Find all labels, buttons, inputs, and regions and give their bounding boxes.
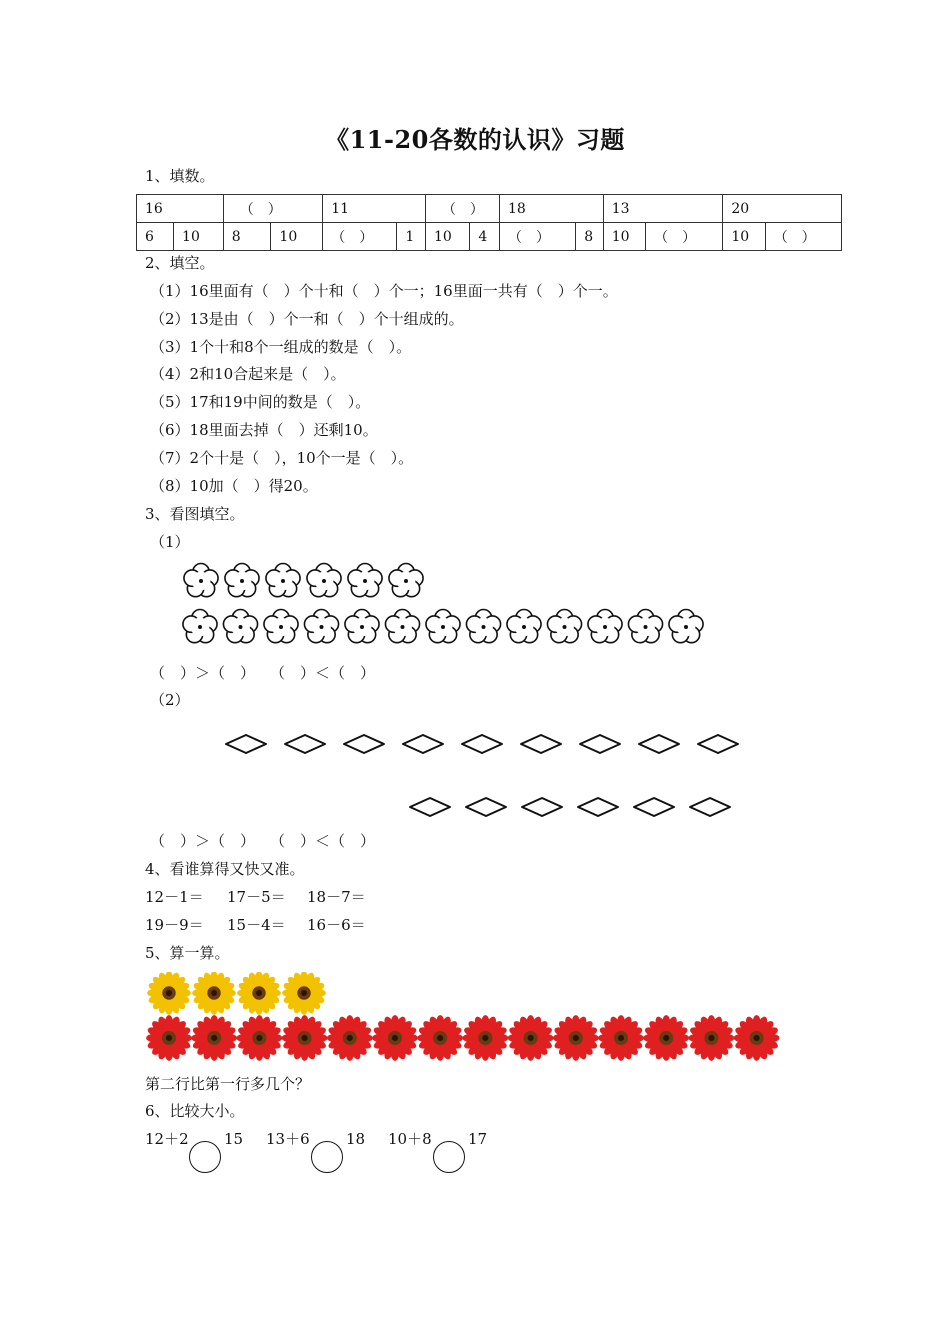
sunflower-icon bbox=[372, 1015, 418, 1061]
calc-expression: 16－6＝ bbox=[307, 916, 366, 934]
blank-cell[interactable]: （ ） bbox=[425, 195, 499, 223]
outline-flower-icon bbox=[307, 563, 341, 596]
q3-part2-label: （2） bbox=[150, 691, 190, 709]
compare-left: 10＋8 bbox=[388, 1130, 432, 1148]
q6-heading: 6、比较大小。 bbox=[145, 1102, 245, 1120]
outline-flower-icon bbox=[304, 609, 338, 642]
diamond-icon bbox=[698, 735, 738, 753]
blank-cell[interactable]: （ ） bbox=[223, 195, 322, 223]
color-flowers-figure bbox=[145, 972, 780, 1064]
q5-heading: 5、算一算。 bbox=[145, 944, 230, 962]
sunflower-icon bbox=[734, 1015, 780, 1061]
q4-heading: 4、看谁算得又快又准。 bbox=[145, 860, 305, 878]
q3-part1-compare: （ ）＞（ ） （ ）＜（ ） bbox=[150, 664, 376, 682]
outline-flower-icon bbox=[184, 563, 218, 596]
blank-cell[interactable]: （ ） bbox=[646, 223, 723, 251]
diamonds-figure bbox=[215, 722, 745, 827]
diamond-icon bbox=[580, 735, 620, 753]
diamond-icon bbox=[344, 735, 384, 753]
outline-flower-icon bbox=[266, 563, 300, 596]
outline-flower-icon bbox=[466, 609, 500, 642]
fill-blank-item: （1）16里面有（ ）个十和（ ）个一；16里面一共有（ ）个一。 bbox=[150, 282, 618, 300]
compare-circle[interactable] bbox=[433, 1141, 465, 1173]
table-cell: 4 bbox=[470, 223, 500, 251]
sunflower-icon bbox=[146, 1015, 192, 1061]
sunflower-icon bbox=[147, 972, 191, 1015]
sunflower-icon bbox=[463, 1015, 509, 1061]
calc-expression: 15－4＝ bbox=[227, 916, 286, 934]
calc-expression: 17－5＝ bbox=[227, 888, 286, 906]
outline-flower-icon bbox=[348, 563, 382, 596]
sunflower-icon bbox=[508, 1015, 554, 1061]
fill-blank-item: （5）17和19中间的数是（ ）。 bbox=[150, 393, 371, 411]
sunflower-icon bbox=[553, 1015, 599, 1061]
diamond-icon bbox=[285, 735, 325, 753]
table-cell: 11 bbox=[323, 195, 426, 223]
compare-circle[interactable] bbox=[311, 1141, 343, 1173]
compare-right: 17 bbox=[468, 1130, 488, 1148]
diamond-icon bbox=[634, 798, 674, 816]
sunflower-icon bbox=[237, 1015, 283, 1061]
table-cell: 10 bbox=[174, 223, 224, 251]
sunflower-icon bbox=[417, 1015, 463, 1061]
blank-cell[interactable]: （ ） bbox=[765, 223, 841, 251]
fill-blank-item: （6）18里面去掉（ ）还剩10。 bbox=[150, 421, 378, 439]
outline-flower-icon bbox=[426, 609, 460, 642]
sunflower-icon bbox=[598, 1015, 644, 1061]
fill-blank-item: （3）1个十和8个一组成的数是（ ）。 bbox=[150, 338, 412, 356]
table-cell: 16 bbox=[137, 195, 224, 223]
table-cell: 10 bbox=[603, 223, 645, 251]
q3-heading: 3、看图填空。 bbox=[145, 505, 245, 523]
q3-part2-compare: （ ）＞（ ） （ ）＜（ ） bbox=[150, 832, 376, 850]
blank-cell[interactable]: （ ） bbox=[323, 223, 397, 251]
compare-left: 12＋2 bbox=[145, 1130, 189, 1148]
sunflower-icon bbox=[282, 1015, 328, 1061]
table-cell: 10 bbox=[723, 223, 765, 251]
calc-expression: 19－9＝ bbox=[145, 916, 204, 934]
outline-flower-icon bbox=[183, 609, 217, 642]
table-cell: 8 bbox=[576, 223, 604, 251]
blank-cell[interactable]: （ ） bbox=[500, 223, 576, 251]
sunflower-icon bbox=[643, 1015, 689, 1061]
outline-flower-icon bbox=[507, 609, 541, 642]
outline-flower-icon bbox=[628, 609, 662, 642]
diamond-icon bbox=[639, 735, 679, 753]
table-cell: 18 bbox=[500, 195, 604, 223]
sunflower-icon bbox=[192, 972, 236, 1015]
compare-right: 15 bbox=[224, 1130, 244, 1148]
q2-heading: 2、填空。 bbox=[145, 254, 215, 272]
table-cell: 13 bbox=[603, 195, 723, 223]
diamond-icon bbox=[462, 735, 502, 753]
table-cell: 6 bbox=[137, 223, 174, 251]
sunflower-icon bbox=[689, 1015, 735, 1061]
outline-flower-icon bbox=[547, 609, 581, 642]
calc-expression: 12－1＝ bbox=[145, 888, 204, 906]
diamond-icon bbox=[522, 798, 562, 816]
fill-blank-item: （7）2个十是（ ），10个一是（ ）。 bbox=[150, 449, 414, 467]
diamond-icon bbox=[410, 798, 450, 816]
sunflower-icon bbox=[282, 972, 326, 1015]
diamond-icon bbox=[403, 735, 443, 753]
outline-flower-icon bbox=[389, 563, 423, 596]
outline-flower-icon bbox=[385, 609, 419, 642]
compare-left: 13＋6 bbox=[266, 1130, 310, 1148]
table-row bbox=[137, 195, 842, 223]
sunflower-icon bbox=[237, 972, 281, 1015]
fill-number-table bbox=[136, 194, 842, 251]
fill-blank-item: （2）13是由（ ）个一和（ ）个十组成的。 bbox=[150, 310, 464, 328]
table-cell: 10 bbox=[271, 223, 323, 251]
table-row bbox=[137, 223, 842, 251]
outline-flower-icon bbox=[225, 563, 259, 596]
outline-flower-icon bbox=[264, 609, 298, 642]
diamond-icon bbox=[578, 798, 618, 816]
diamond-icon bbox=[466, 798, 506, 816]
table-cell: 10 bbox=[425, 223, 469, 251]
outline-flower-icon bbox=[223, 609, 257, 642]
table-cell: 8 bbox=[223, 223, 271, 251]
compare-right: 18 bbox=[346, 1130, 366, 1148]
calc-expression: 18－7＝ bbox=[307, 888, 366, 906]
outline-flowers-figure bbox=[170, 555, 715, 660]
page-title: 《11-20各数的认识》习题 bbox=[325, 125, 625, 154]
outline-flower-icon bbox=[588, 609, 622, 642]
diamond-icon bbox=[690, 798, 730, 816]
q3-part1-label: （1） bbox=[150, 533, 190, 551]
sunflower-icon bbox=[191, 1015, 237, 1061]
table-cell: 1 bbox=[397, 223, 426, 251]
outline-flower-icon bbox=[669, 609, 703, 642]
q5-question: 第二行比第一行多几个？ bbox=[145, 1075, 311, 1093]
diamond-icon bbox=[226, 735, 266, 753]
table-cell: 20 bbox=[723, 195, 842, 223]
q1-heading: 1、填数。 bbox=[145, 167, 215, 185]
compare-circle[interactable] bbox=[189, 1141, 221, 1173]
fill-blank-item: （8）10加（ ）得20。 bbox=[150, 477, 318, 495]
diamond-icon bbox=[521, 735, 561, 753]
outline-flower-icon bbox=[345, 609, 379, 642]
fill-blank-item: （4）2和10合起来是（ ）。 bbox=[150, 365, 346, 383]
sunflower-icon bbox=[327, 1015, 373, 1061]
